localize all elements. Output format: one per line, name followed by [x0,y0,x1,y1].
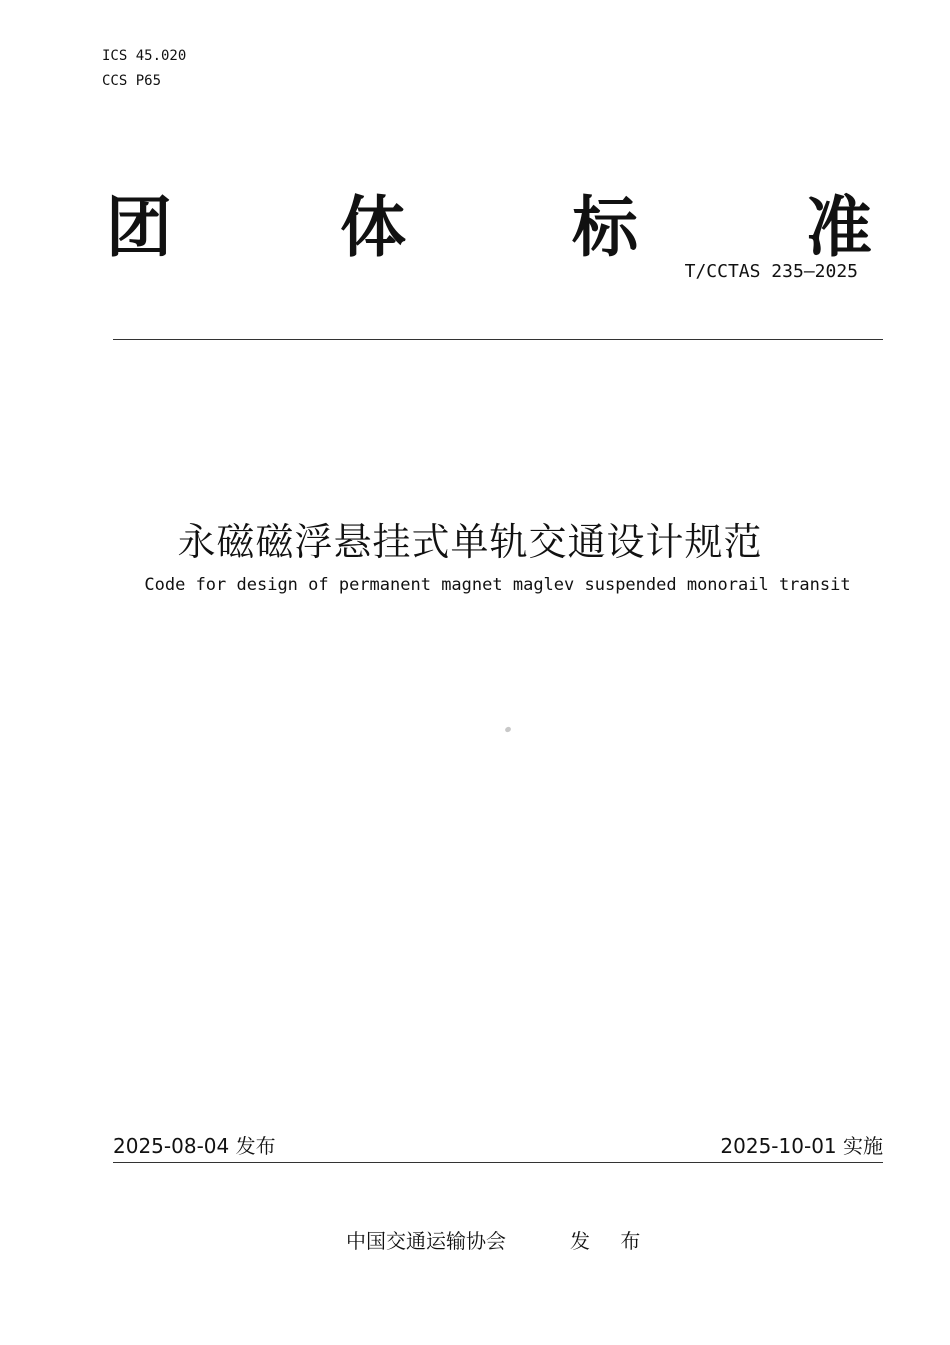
standard-type-char-2: 体 [340,189,406,266]
standard-type-char-4: 准 [806,189,872,266]
standard-type-char-3: 标 [572,189,638,266]
publisher-name: 中国交通运输协会 [346,1229,506,1253]
ccs-code: CCS P65 [102,73,162,89]
publisher-suffix: 发 布 [570,1229,653,1253]
ics-code: ICS 45.020 [102,48,187,64]
implementation-date: 2025-10-01 实施 [720,1134,883,1158]
header-divider [113,339,883,340]
issue-date: 2025-08-04 发布 [113,1134,276,1158]
footer-divider [113,1162,883,1163]
classification-codes [102,44,186,94]
document-title-english: Code for design of permanent magnet maglev suspended monorail transit [144,575,851,595]
scan-speck [504,726,512,733]
document-title-chinese: 永磁磁浮悬挂式单轨交通设计规范 [177,520,763,564]
standard-type-char-1: 团 [106,189,172,266]
standard-number: T/CCTAS 235—2025 [684,261,858,282]
